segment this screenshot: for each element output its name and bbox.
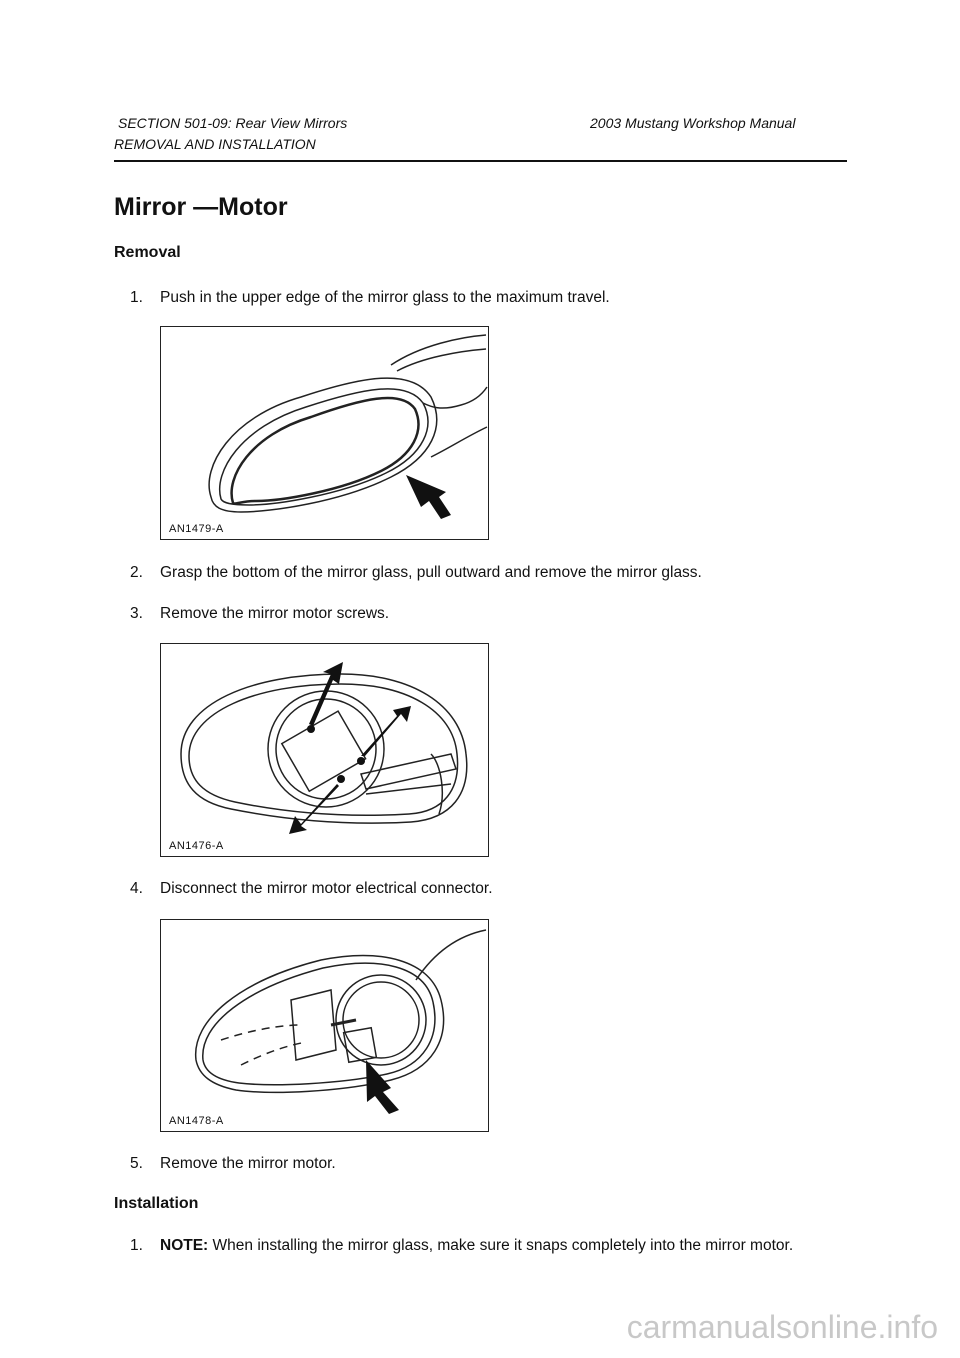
step-text: Remove the mirror motor. xyxy=(160,1155,336,1172)
removal-step-3 xyxy=(130,605,389,623)
removal-step-4 xyxy=(130,880,493,898)
step-number: 5. xyxy=(130,1155,143,1172)
step-number: 4. xyxy=(130,880,143,897)
figure-caption: AN1478-A xyxy=(169,1115,224,1127)
figure-electrical-connector xyxy=(160,919,489,1132)
installation-heading: Installation xyxy=(114,1195,199,1212)
page-title: Mirror —Motor xyxy=(114,193,288,221)
step-number: 3. xyxy=(130,605,143,622)
step-text: Push in the upper edge of the mirror glass to the maximum travel. xyxy=(160,289,610,306)
removal-heading: Removal xyxy=(114,244,181,261)
figure-mirror-glass xyxy=(160,326,489,540)
motor-screws-illustration xyxy=(161,644,488,856)
removal-step-5 xyxy=(130,1155,336,1173)
header-divider xyxy=(114,160,847,162)
figure-motor-screws xyxy=(160,643,489,857)
step-text: When installing the mirror glass, make sure it snaps completely into the mirror motor. xyxy=(208,1237,794,1254)
note-label: NOTE: xyxy=(160,1237,209,1254)
removal-step-1 xyxy=(130,289,610,307)
step-number: 1. xyxy=(130,1237,143,1254)
arrow-marker xyxy=(366,1060,399,1114)
step-text: Remove the mirror motor screws. xyxy=(160,605,390,622)
electrical-connector-illustration xyxy=(161,920,488,1131)
figure-caption: AN1476-A xyxy=(169,840,224,852)
manual-title: 2003 Mustang Workshop Manual xyxy=(590,115,796,131)
step-number: 1. xyxy=(130,289,143,306)
installation-step-1 xyxy=(130,1237,793,1255)
figure-caption: AN1479-A xyxy=(169,523,224,535)
watermark: carmanualsonline.info xyxy=(626,1309,938,1345)
step-number: 2. xyxy=(130,564,143,581)
arrow-marker xyxy=(406,475,451,519)
removal-step-2 xyxy=(130,564,702,582)
step-text: Grasp the bottom of the mirror glass, pull outward and remove the mirror glass. xyxy=(160,564,702,581)
procedure-type: REMOVAL AND INSTALLATION xyxy=(114,136,316,152)
mirror-glass-illustration xyxy=(161,327,488,539)
section-title: SECTION 501-09: Rear View Mirrors xyxy=(118,115,348,131)
step-text: Disconnect the mirror motor electrical connector. xyxy=(160,880,493,897)
